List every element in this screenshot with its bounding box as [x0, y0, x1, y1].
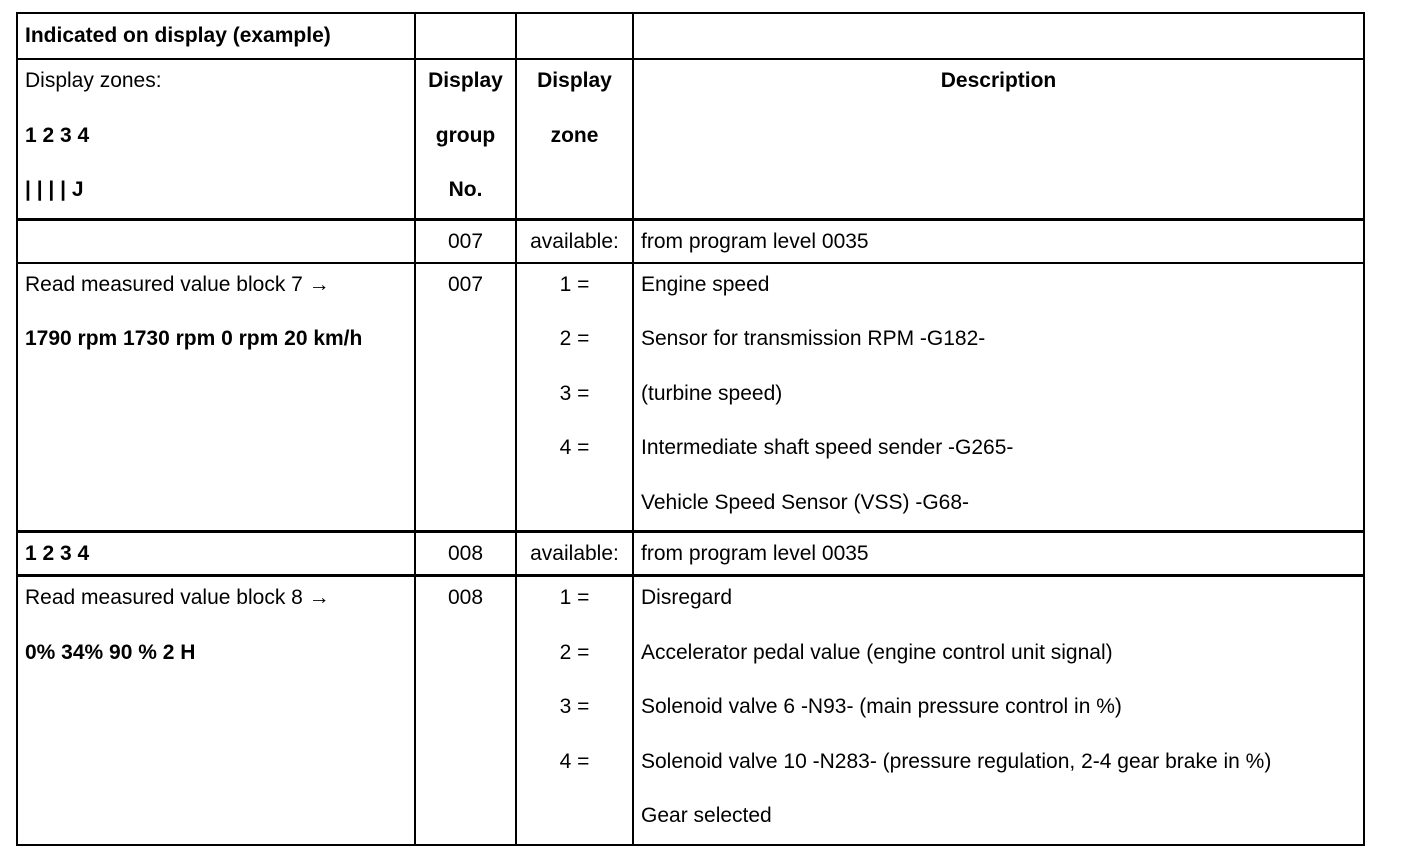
header-title: Indicated on display (example) [17, 13, 415, 59]
display-cell [17, 219, 415, 263]
zone-cell [516, 263, 633, 532]
description-line: Solenoid valve 6 -N93- (main pressure control in %) [641, 695, 1122, 718]
zone-number: 3 = [559, 695, 590, 718]
group-cell: 008 [415, 532, 516, 576]
zone-cell [516, 576, 633, 845]
zone-number: 2 = [559, 327, 590, 350]
header-row-columns [17, 59, 1364, 219]
header-empty-cell [415, 13, 516, 59]
description-line: Solenoid valve 10 -N283- (pressure regulation, 2-4 gear brake in %) [641, 749, 1272, 773]
zone-number: 2 = [559, 640, 590, 664]
display-cell [17, 263, 415, 532]
display-group-header-line: No. [448, 178, 483, 201]
group-cell [415, 263, 516, 532]
display-zones-label: Display zones: [25, 69, 162, 92]
table-row-block-8 [17, 576, 1364, 845]
display-group-header [415, 59, 516, 219]
group-cell: 007 [415, 219, 516, 263]
zone-number: 4 = [559, 749, 590, 773]
zone-number: 4 = [559, 436, 590, 459]
display-cell [17, 576, 415, 845]
group-number: 008 [447, 586, 484, 609]
description-line: Gear selected [641, 804, 772, 827]
description-line: (turbine speed) [641, 381, 783, 405]
zone-number: 3 = [559, 381, 590, 405]
header-empty-cell [633, 13, 1364, 59]
display-zones-markers: | | | | J [25, 178, 84, 201]
display-zone-header [516, 59, 633, 219]
block-example-values: 0% 34% 90 % 2 H [25, 640, 196, 664]
zone-cell: available: [516, 532, 633, 576]
table-row-block-7 [17, 263, 1364, 532]
group-cell [415, 576, 516, 845]
zone-number: 1 = [559, 586, 590, 609]
description-line: Engine speed [641, 272, 770, 296]
description-header [633, 59, 1364, 219]
description-cell [633, 576, 1364, 845]
block-read-label: Read measured value block 7 → [25, 272, 330, 296]
description-cell [633, 263, 1364, 532]
block-read-label: Read measured value block 8 → [25, 586, 330, 609]
display-zone-header-line: Display [537, 69, 612, 92]
zone-cell: available: [516, 219, 633, 263]
block-example-values: 1790 rpm 1730 rpm 0 rpm 20 km/h [25, 327, 363, 350]
description-line: Vehicle Speed Sensor (VSS) -G68- [641, 490, 970, 514]
description-line: Accelerator pedal value (engine control unit signal) [641, 640, 1113, 664]
description-line: Intermediate shaft speed sender -G265- [641, 436, 1014, 459]
description-line: Sensor for transmission RPM -G182- [641, 327, 986, 350]
display-group-header-line: Display [428, 69, 503, 92]
description-header-line: Description [940, 69, 1057, 92]
table-row-availability-008 [17, 532, 1364, 576]
zone-number: 1 = [559, 272, 590, 296]
group-number: 007 [447, 272, 484, 296]
description-line: Disregard [641, 586, 733, 609]
display-zone-header-line: zone [550, 123, 599, 147]
table-row-availability-007 [17, 219, 1364, 263]
display-group-header-line: group [435, 123, 496, 147]
measured-values-table [16, 12, 1365, 846]
header-empty-cell [516, 13, 633, 59]
description-cell: from program level 0035 [633, 532, 1364, 576]
display-zones-cell [17, 59, 415, 219]
display-cell: 1 2 3 4 [17, 532, 415, 576]
header-row-title [17, 13, 1364, 59]
display-zones-numbers: 1 2 3 4 [25, 123, 90, 147]
description-cell: from program level 0035 [633, 219, 1364, 263]
